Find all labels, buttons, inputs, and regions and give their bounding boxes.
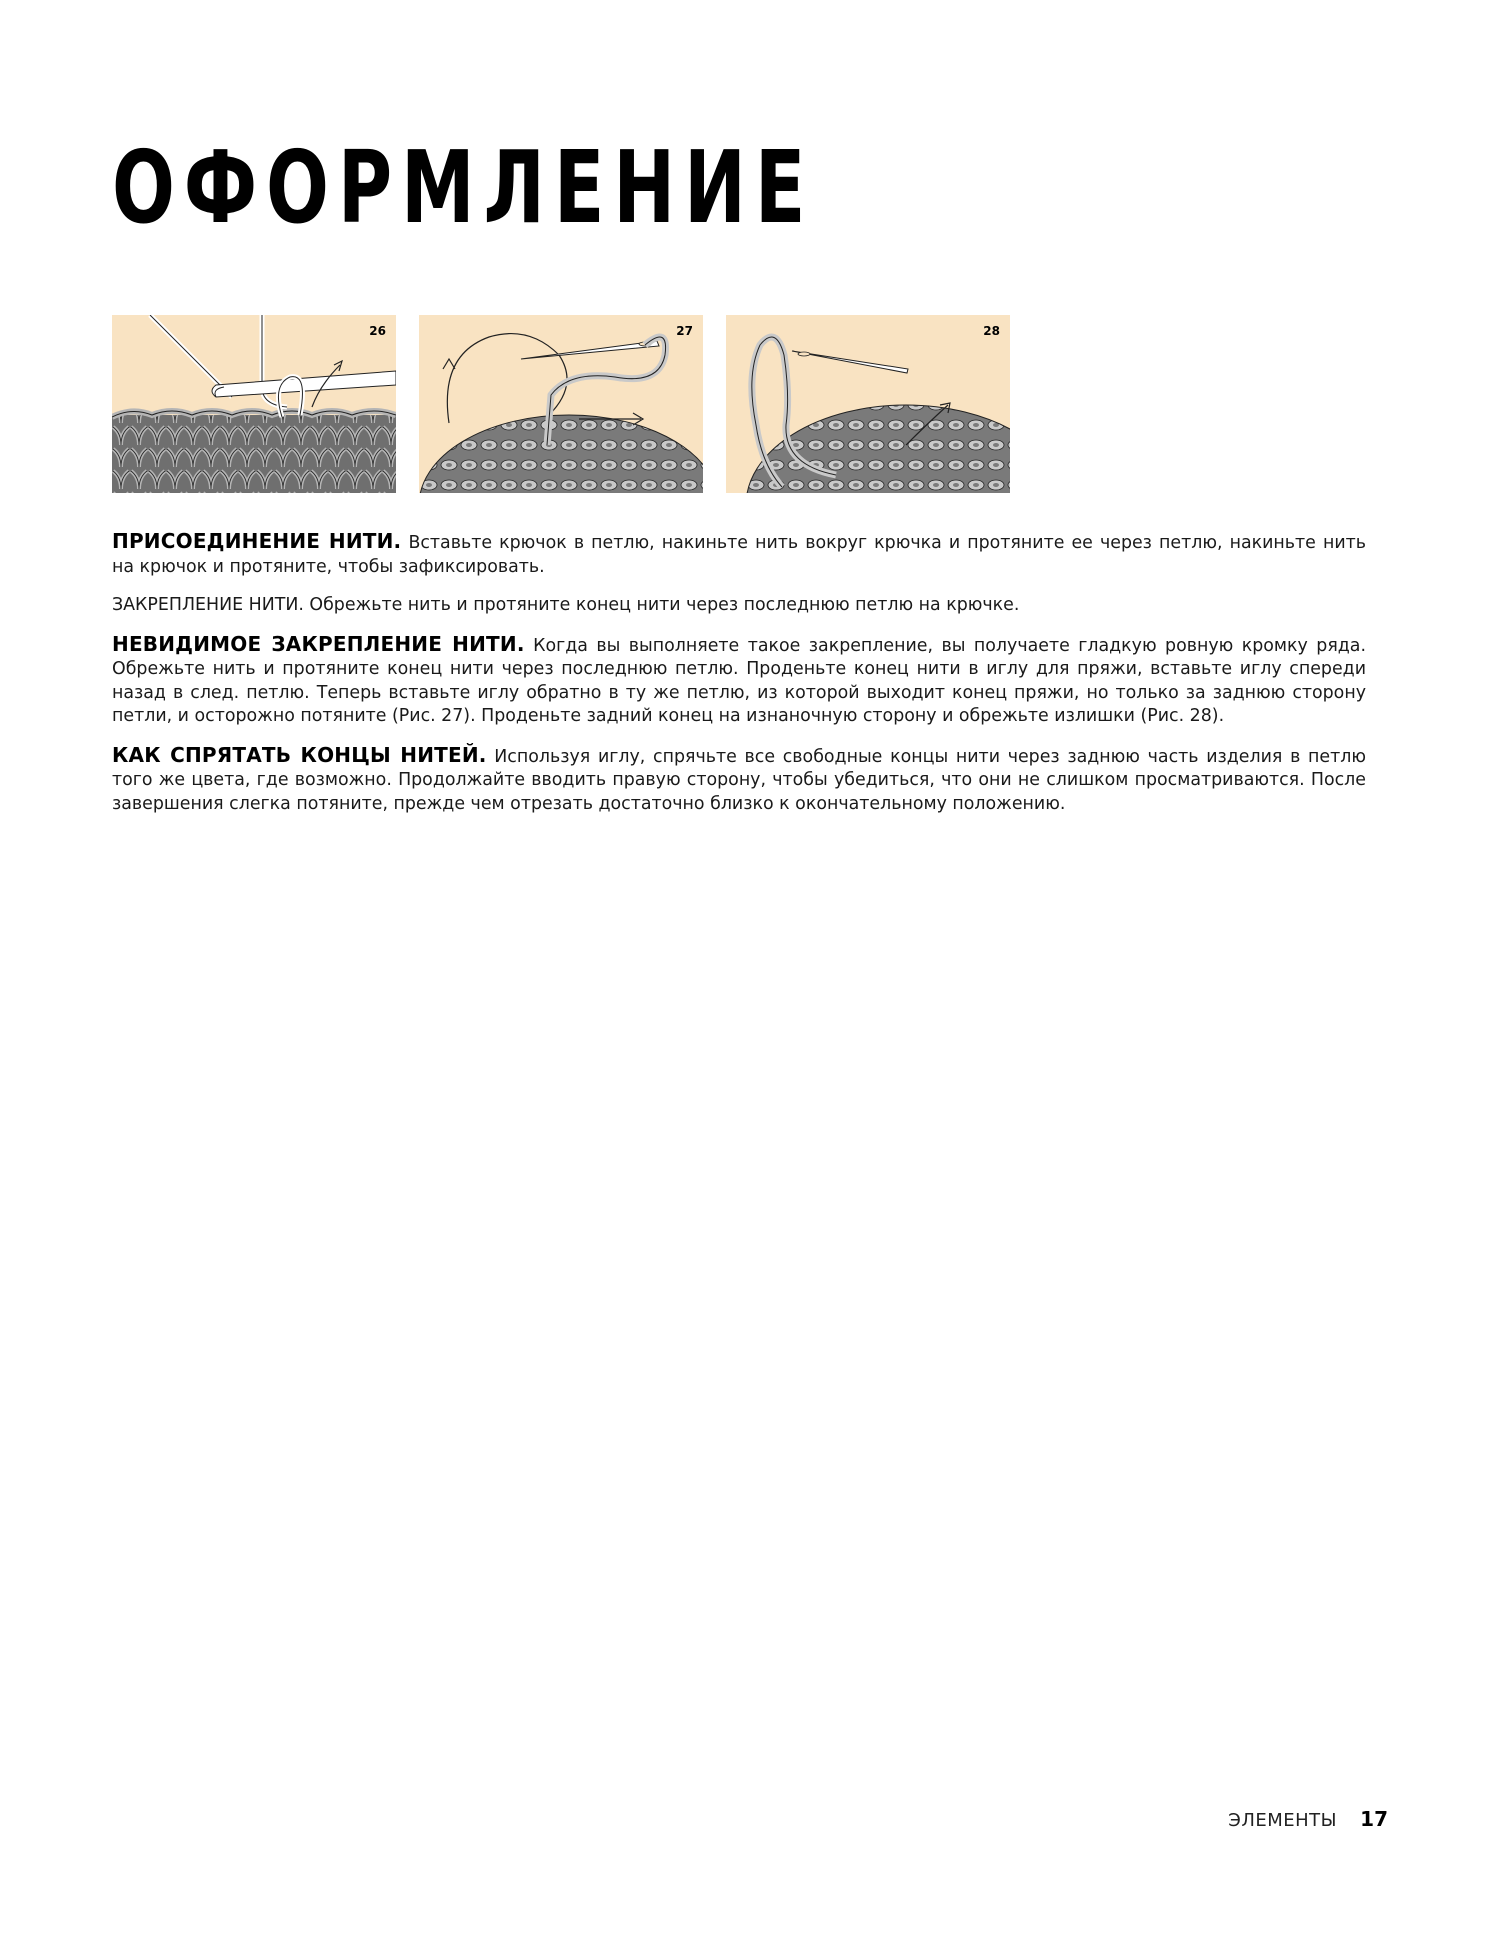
paragraph-text: Используя иглу, спрячьте все свободные концы нити через заднюю часть изделия в петлю того же цвета, где возможно. Продолжайте вводить правую сторону, чтобы убедиться, что они не слишком просматриваются. После завершения слегка потяните, прежде чем отрезать достаточно близко к окончательному положению. [112,746,1367,814]
page-title: ОФОРМЛЕНИЕ [112,129,815,246]
figure-number: 28 [983,324,1000,338]
paragraph-text: Когда вы выполняете такое закрепление, вы получаете гладкую ровную кромку ряда. Обрежьте нить и протяните конец нити через последнюю петлю. Проденьте конец нити в иглу для пряжи, вставьте иглу спереди назад в след. петлю. Теперь вставьте иглу обратно в ту же петлю, из которой выходит конец пряжи, но только за заднюю сторону петли, и осторожно потяните (Рис. 27). Проденьте задний конец на изнаночную сторону и обрежьте излишки (Рис. 28). [112,635,1366,726]
paragraph-heading: ПРИСОЕДИНЕНИЕ НИТИ. [112,529,402,553]
paragraph-text: ЗАКРЕПЛЕНИЕ НИТИ. Обрежьте нить и протяните конец нити через последнюю петлю на крючке. [112,595,1020,615]
paragraph-heading: НЕВИДИМОЕ ЗАКРЕПЛЕНИЕ НИТИ. [112,631,525,656]
figure-26 [112,315,396,493]
needle-weaving-end-illustration [726,315,1010,493]
body-text [112,530,1366,831]
figure-number: 27 [676,324,693,338]
needle-invisible-fastening-illustration [419,315,703,493]
figure-28 [726,315,1010,493]
page-number: 17 [1360,1807,1388,1831]
figure-27 [419,315,703,493]
section-name: ЭЛЕМЕНТЫ [1228,1810,1338,1831]
paragraph-weaving-ends [112,744,1366,817]
paragraph-fastening-off [112,594,1366,618]
paragraph-joining-yarn [112,530,1366,579]
paragraph-invisible-fastening [112,633,1366,729]
paragraph-heading: КАК СПРЯТАТЬ КОНЦЫ НИТЕЙ. [112,742,487,767]
page-footer [1228,1807,1388,1831]
paragraph-text: Вставьте крючок в петлю, накиньте нить вокруг крючка и протяните ее через петлю, накиньте нить на крючок и протяните, чтобы зафиксировать. [112,533,1366,577]
crochet-hook-joining-yarn-illustration [112,315,396,493]
figure-number: 26 [369,324,386,338]
